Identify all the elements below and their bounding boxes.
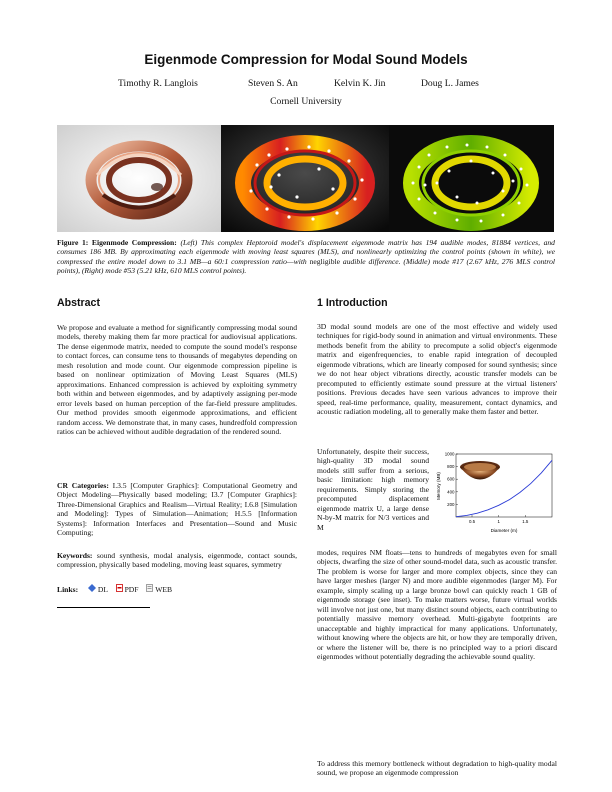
web-link-label: WEB bbox=[155, 585, 173, 594]
paper-title: Eigenmode Compression for Modal Sound Models bbox=[144, 52, 468, 67]
x-tick-label: 1 bbox=[497, 519, 500, 524]
links-label: Links: bbox=[57, 585, 79, 594]
cr-text: I.3.5 [Computer Graphics]: Computational Geometry and Object Modeling—Physically based modeling; I3.7 [Computer Graphics]: Three-Dimensional Graphics and Realism—Virtual Reality; I.6.8 [Simulation and Modeling]: Types of Simulation—Animation; H.5.5 [Information Systems]: Information Interfaces and Presentation—Sound and Music Computing; bbox=[57, 481, 297, 538]
y-tick-label: 600 bbox=[447, 476, 455, 482]
introduction-heading: 1 Introduction bbox=[317, 297, 388, 309]
intro-paragraph-1: 3D modal sound models are one of the most effective and widely used techniques for rigid-body sound in animation and virtual environments. These methods benefit from the ability to precompute a solid object's eigenmode matrix and eigenfrequencies, to enable rapid integration of decoupled eigenmode vibrations, which are linearly composed for sound synthesis; since we do not hear object vibrations directly, acoustic transfer models can be precomputed to efficiently estimate sound pressure at the virtual listeners' positions. Previous decades have seen various advances to improve their speed, real-time performance, quality, measurement, contact dynamics, and acoustic radiation modeling, all to generally make them faster and better. bbox=[317, 322, 557, 417]
abstract-body: We propose and evaluate a method for significantly compressing modal sound models, thereby making them far more practical for audiovisual applications. The dense eigenmode matrix, needed to compute the sound model's response to contact forces, can consume tens to thousands of megabytes depending on mesh resolution and mode count. Our eigenmode compression pipeline is based on nonlinear optimization of Moving Least Squares (MLS) approximations. Enhanced compression is achieved by exploiting symmetry both within and between eigenmodes, and by adaptively assigning per-mode error levels based on human perception of the far-field pressure amplitudes. Our method provides smooth eigenmode approximations, and efficient random access. We demonstrate that, in many cases, hundredfold compression ratios can be achieved without audible degradation of the rendered sound. bbox=[57, 323, 297, 436]
dl-link[interactable] bbox=[88, 585, 110, 594]
x-axis-label: Diameter (m) bbox=[490, 528, 518, 533]
intro-paragraph-2-continued: modes, requires NM floats—tens to hundreds of megabytes even for small objects, dwarfing the size of other sound-model data, such as acoustic transfer. The problem is worse for larger and more complex objects, since they can have larger meshes (larger N) and more audible eigenmodes (larger M). For example, simply scaling up a large bronze bowl can quickly reach 1 GB of eigenmode storage (see inset). To make matters worse, future virtual worlds will involve not just one, but many distinct sound objects, each contributing to potentially massive memory overhead. Multi-gigabyte footprints are unacceptable and highly impractical for many applications. Unfortunately, without knowing where the objects are hit, or how they are temporally driven, or where the listener will be, there is no principled way to a priori discard eigenmodes without potentially degrading the achievable sound quality. bbox=[317, 548, 557, 661]
y-axis-label: Memory (MB) bbox=[436, 472, 441, 500]
web-icon bbox=[146, 584, 153, 592]
keywords bbox=[57, 551, 297, 570]
keywords-label: Keywords: bbox=[57, 551, 93, 560]
y-tick-label: 400 bbox=[447, 489, 455, 495]
pdf-icon bbox=[116, 584, 123, 592]
abstract-heading: Abstract bbox=[57, 297, 100, 309]
author-1: Timothy R. Langlois bbox=[118, 78, 198, 89]
dl-link-label: DL bbox=[97, 585, 108, 594]
author-3: Kelvin K. Jin bbox=[334, 78, 386, 89]
web-link[interactable] bbox=[146, 585, 172, 594]
links-row bbox=[57, 584, 297, 594]
figure-label: Figure 1: bbox=[57, 238, 89, 247]
figure-text-c: audible difference. (Middle) mode #17 (2.67 kHz, 276 MLS control points), (Right) mode #53 (5.21 kHz, 610 MLS control points). bbox=[57, 256, 555, 276]
x-tick-label: 1.5 bbox=[522, 519, 529, 524]
intro-paragraph-2-wrapped: Unfortunately, despite their success, high-quality 3D modal sound models still suffer from a serious, basic limitation: high memory requirements. Simply storing the precomputed displacement eigenmode matrix U, a large dense N-by-M matrix for N/3 vertices and M bbox=[317, 447, 429, 532]
author-2: Steven S. An bbox=[248, 78, 298, 89]
figure-name: Eigenmode Compression: bbox=[91, 238, 177, 247]
figure-text-a: (Left) This complex Heptoroid model's displacement eigenmode matrix has 194 audible modes, 81884 vertices, and consumes 186 MB. By approximating each eigenmode with moving least squares (MLS), and nonlinearly optimizing the control points (shown in white), we compressed the entire model down to 3.1 MB—a 60:1 compression ratio—with bbox=[57, 238, 555, 266]
cr-categories bbox=[57, 481, 297, 538]
pdf-link[interactable] bbox=[116, 585, 141, 594]
y-tick-label: 200 bbox=[447, 501, 455, 507]
teaser-figure bbox=[57, 125, 554, 232]
cr-label: CR Categories: bbox=[57, 481, 109, 490]
footnote-rule bbox=[57, 607, 150, 608]
teaser-image bbox=[57, 125, 554, 232]
figure-1-caption bbox=[57, 238, 555, 276]
y-tick-label: 800 bbox=[447, 464, 455, 470]
x-tick-label: 0.5 bbox=[468, 519, 476, 524]
keywords-text: sound synthesis, modal analysis, eigenmode, contact sounds, compression, physically based modeling, moving least squares, symmetry bbox=[57, 551, 297, 570]
inset-chart-svg bbox=[432, 450, 558, 535]
diamond-icon bbox=[88, 584, 96, 592]
inset-memory-chart bbox=[432, 450, 558, 535]
figure-text-b: negligible bbox=[309, 256, 340, 266]
pdf-link-label: PDF bbox=[124, 585, 139, 594]
y-tick-label: 1000 bbox=[444, 451, 455, 457]
intro-paragraph-3: To address this memory bottleneck without degradation to high-quality modal sound, we propose an eigenmode compression bbox=[317, 759, 557, 778]
author-4: Doug L. James bbox=[421, 78, 479, 89]
affiliation: Cornell University bbox=[270, 96, 342, 107]
